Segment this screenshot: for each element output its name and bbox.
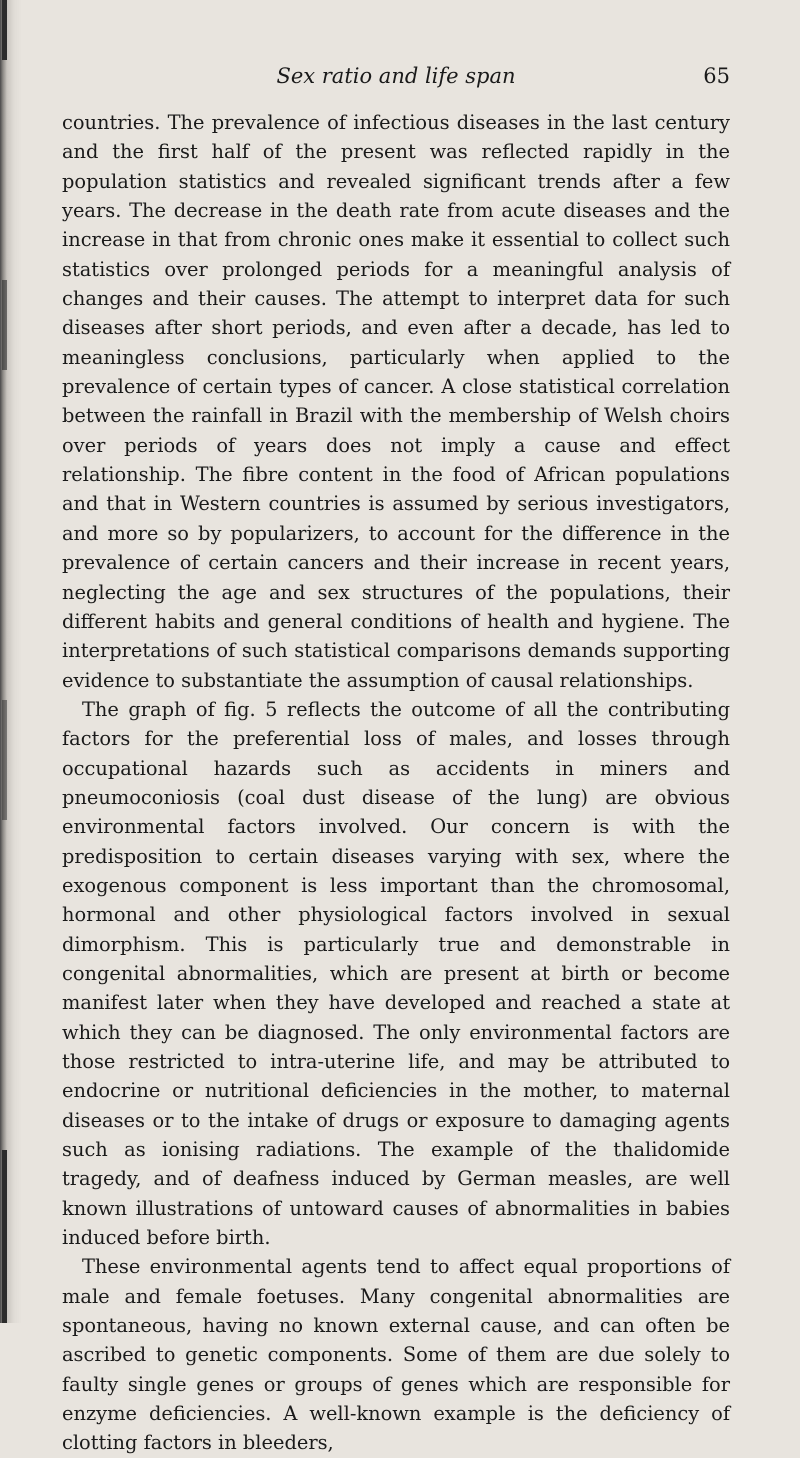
body-text — [62, 108, 730, 1458]
paragraph: The graph of fig. 5 reflects the outcome of all the contributing factors for the preferential loss of males, and losses through occupational hazards such as accidents in miners and pneumoconiosis (coal dust disease of the lung) are obvious environmental factors involved. Our concern is with the predisposition to certain diseases varying with sex, where the exogenous component is less important than the chromosomal, hormonal and other physiological factors involved in sexual dimorphism. This is particularly true and demonstrable in congenital abnormalities, which are present at birth or become manifest later when they have developed and reached a state at which they can be diagnosed. The only environmental factors are those restricted to intra-uterine life, and may be attributed to endocrine or nutritional deficiencies in the mother, to maternal diseases or to the intake of drugs or exposure to damaging agents such as ionising radiations. The example of the thalidomide tragedy, and of deafness induced by German measles, are well known illustrations of untoward causes of abnormalities in babies induced before birth. — [62, 697, 730, 1250]
page-number: 65 — [703, 64, 730, 88]
book-page — [62, 64, 730, 1458]
running-header — [62, 64, 730, 100]
spine-mark — [2, 0, 7, 60]
paragraph: These environmental agents tend to affect equal proportions of male and female foetuses. Many congenital abnormalities are spontaneous, having no known external cause, and can often be ascribed to genetic components. Some of them are due solely to faulty single genes or groups of genes which are responsible for enzyme deficiencies. A well-known example is the deficiency of clotting factors in bleeders, — [62, 1255, 730, 1455]
paragraph: countries. The prevalence of infectious diseases in the last century and the first half of the present was reflected rapidly in the population statistics and revealed significant trends after a few years. The decrease in the death rate from acute diseases and the increase in that from chronic ones make it essential to collect such statistics over prolonged periods for a meaningful analysis of changes and their causes. The attempt to interpret data for such diseases after short periods, and even after a decade, has led to meaningless conclusions, particularly when applied to the prevalence of certain types of cancer. A close statistical correlation between the rainfall in Brazil with the membership of Welsh choirs over periods of years does not imply a cause and effect relationship. The fibre content in the food of African populations and that in Western countries is assumed by serious investigators, and more so by popularizers, to account for the difference in the prevalence of certain cancers and their increase in recent years, neglecting the age and sex structures of the populations, their different habits and general conditions of health and hygiene. The interpretations of such statistical comparisons demands supporting evidence to substantiate the assumption of causal relationships. — [62, 111, 730, 692]
book-spine-shadow — [0, 0, 22, 1323]
spine-mark — [2, 280, 7, 370]
spine-mark — [2, 1150, 7, 1323]
spine-mark — [2, 700, 7, 820]
running-title: Sex ratio and life span — [276, 64, 516, 88]
